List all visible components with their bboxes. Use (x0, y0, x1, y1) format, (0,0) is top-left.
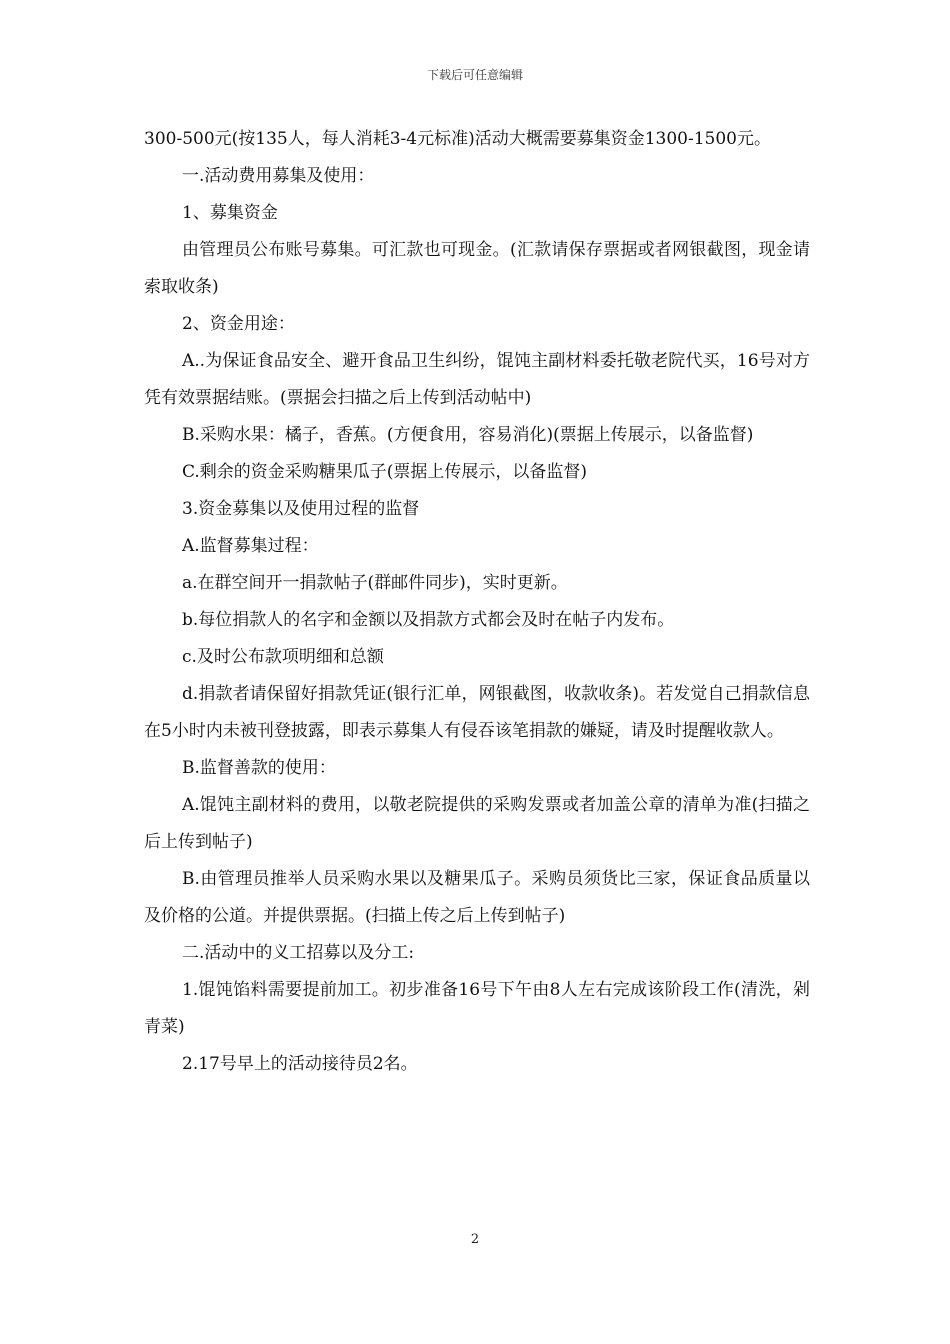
paragraph: 二.活动中的义工招募以及分工: (182, 943, 415, 963)
paragraph: 300-500元(按135人，每人消耗3-4元标准)活动大概需要募集资金1300-1500元。 (144, 129, 771, 149)
paragraph: C.剩余的资金采购糖果瓜子(票据上传展示，以备监督) (182, 462, 588, 482)
paragraph: A.监督募集过程： (182, 536, 319, 556)
paragraph: 一.活动费用募集及使用： (182, 166, 375, 186)
paragraph: A.馄饨主副材料的费用，以敬老院提供的采购发票或者加盖公章的清单为准(扫描之后上传到帖子) (144, 795, 810, 852)
paragraph: 由管理员公布账号募集。可汇款也可现金。(汇款请保存票据或者网银截图，现金请索取收条) (144, 240, 810, 297)
paragraph: 1、募集资金 (182, 203, 278, 223)
paragraph: d.捐款者请保留好捐款凭证(银行汇单，网银截图，收款收条)。若发觉自己捐款信息在5小时内未被刊登披露，即表示募集人有侵吞该笔捐款的嫌疑，请及时提醒收款人。 (144, 684, 810, 741)
paragraph: 1.馄饨馅料需要提前加工。初步准备16号下午由8人左右完成该阶段工作(清洗，剁青菜) (144, 980, 810, 1037)
paragraph: A..为保证食品安全、避开食品卫生纠纷，馄饨主副材料委托敬老院代买，16号对方凭有效票据结账。(票据会扫描之后上传到活动帖中) (144, 351, 810, 408)
paragraph: c.及时公布款项明细和总额 (182, 647, 384, 667)
page-header: 下载后可任意编辑 (426, 68, 523, 82)
paragraph: B.监督善款的使用： (182, 758, 336, 778)
page-number: 2 (470, 1232, 480, 1247)
document-body (144, 121, 810, 1083)
paragraph: 2、资金用途： (182, 314, 295, 334)
paragraph: 3.资金募集以及使用过程的监督 (182, 499, 420, 519)
paragraph: a.在群空间开一捐款帖子(群邮件同步)，实时更新。 (182, 573, 568, 593)
paragraph: b.每位捐款人的名字和金额以及捐款方式都会及时在帖子内发布。 (182, 610, 675, 630)
paragraph: 2.17号早上的活动接待员2名。 (182, 1054, 418, 1074)
paragraph: B.采购水果：橘子，香蕉。(方便食用，容易消化)(票据上传展示，以备监督) (182, 425, 754, 445)
paragraph: B.由管理员推举人员采购水果以及糖果瓜子。采购员须货比三家，保证食品质量以及价格的公道。并提供票据。(扫描上传之后上传到帖子) (144, 869, 810, 926)
